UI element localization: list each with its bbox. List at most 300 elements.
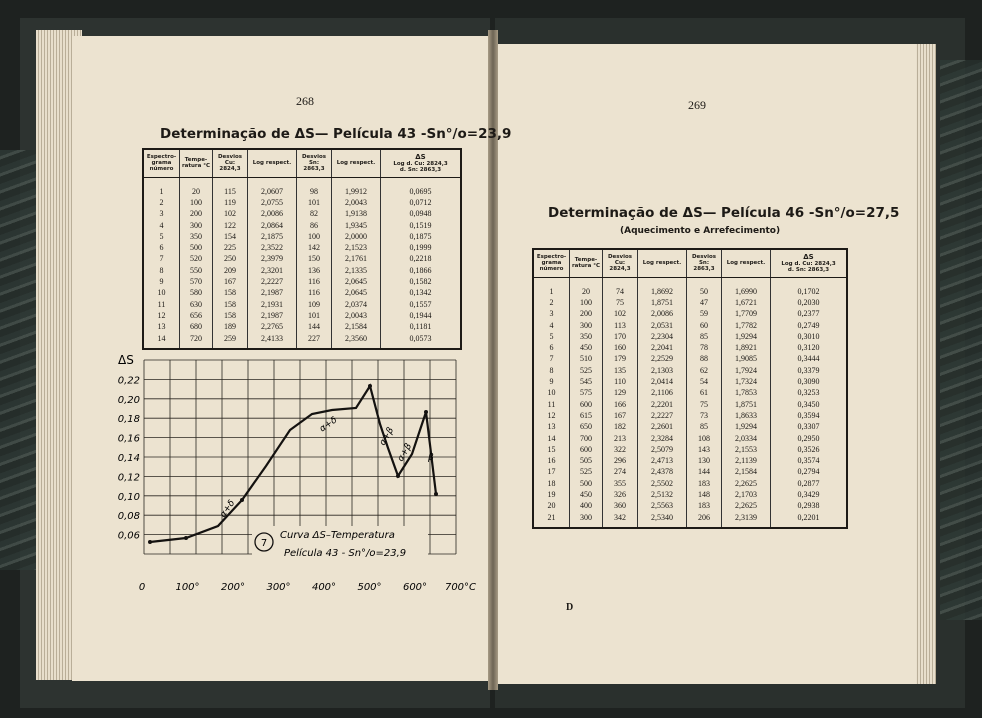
table-row [143,231,461,242]
table-cell: 2,1523 [332,242,381,253]
delta-s-symbol: ΔS [803,253,814,261]
table-cell: 88 [687,353,722,364]
table-cell: 113 [603,320,638,331]
table-row [533,387,847,398]
table-cell: 342 [603,512,638,528]
table-cell: 85 [687,421,722,432]
table-cell: 144 [687,466,722,477]
table-row [533,277,847,297]
table-cell: 5 [159,231,164,241]
table-cell: 9 [549,377,554,387]
table-row [143,177,461,197]
table-cell: 17 [547,467,556,477]
table-cell: 0,2794 [771,466,848,477]
x-tick-label: 100° [175,582,200,593]
table-cell: 2,2601 [638,421,687,432]
table-cell: 0,3090 [771,376,848,387]
left-page-number: 268 [296,94,314,108]
delta-s-line2: d. Sn: 2863,3 [399,167,442,174]
table-cell: 1,8751 [722,399,771,410]
table-cell: 10 [547,388,556,398]
chart-y-axis-label: ΔS [118,353,134,367]
legend-line-1: Curva ΔS–Temperatura [280,530,395,541]
table-cell: 102 [603,308,638,319]
table-row [143,208,461,219]
table-cell: 0,1866 [381,265,462,276]
marbled-board-left [0,150,40,570]
table-cell: 2,2529 [638,353,687,364]
table-cell: 0,1557 [381,299,462,310]
right-page-number: 269 [688,98,706,112]
table-cell: 0,3429 [771,489,848,500]
header-log-sn: Log respect. [722,249,771,277]
x-tick-label: 200° [220,582,246,593]
table-cell: 0,1342 [381,287,462,298]
table-cell: 259 [213,333,248,349]
table-cell: 2,0086 [248,208,297,219]
table-cell: 13 [547,422,556,432]
x-tick-label: 300° [266,582,291,593]
table-cell: 2,0531 [638,320,687,331]
table-cell: 630 [180,299,213,310]
table-cell: 1,7324 [722,376,771,387]
table-cell: 0,1181 [381,321,462,332]
table-cell: 0,3526 [771,444,848,455]
delta-s-line1: Log d. Cu: 2824,3 [393,161,448,168]
footer-mark: D [566,602,574,613]
table-cell: 2,0043 [332,197,381,208]
table-row [143,265,461,276]
table-cell: 119 [213,197,248,208]
table-cell: 2,0000 [332,231,381,242]
y-tick-label: 0,06 [117,530,140,542]
x-tick-label: 600° [402,582,428,593]
right-page-subtitle: (Aquecimento e Arrefecimento) [620,226,781,236]
table-cell: 500 [570,478,603,489]
table-cell: 1,6990 [722,277,771,297]
table-cell: 167 [213,276,248,287]
table-row [143,321,461,332]
table-cell: 183 [687,478,722,489]
table-cell: 154 [213,231,248,242]
table-row [533,444,847,455]
table-cell: 2,1931 [248,299,297,310]
table-cell: 225 [213,242,248,253]
table-row [533,308,847,319]
table-cell: 326 [603,489,638,500]
table-row [143,310,461,321]
header-delta-s [381,149,462,177]
table-cell: 13 [157,322,166,332]
y-tick-label: 0,22 [117,375,140,387]
table-cell: 0,2749 [771,320,848,331]
table-cell: 1,9085 [722,353,771,364]
table-cell: 2,5502 [638,478,687,489]
curve-label-1: α+δ [218,498,238,520]
legend-line-2: Película 43 - Sn°/o=23,9 [284,548,407,559]
table-cell: 0,3120 [771,342,848,353]
table-cell: 21 [547,512,556,522]
table-cell: 2,2765 [248,321,297,332]
table-cell: 700 [570,433,603,444]
table-cell: 179 [603,353,638,364]
table-cell: 109 [297,299,332,310]
y-tick-label: 0,16 [117,433,140,445]
table-cell: 0,2938 [771,500,848,511]
table-cell: 0,0712 [381,197,462,208]
table-cell: 227 [297,333,332,349]
table-cell: 600 [570,399,603,410]
table-cell: 59 [687,308,722,319]
table-cell: 510 [570,353,603,364]
header-delta-s [771,249,848,277]
table-cell: 7 [159,254,164,264]
table-row [143,299,461,310]
x-tick-label: 0 [138,582,146,593]
table-cell: 75 [687,399,722,410]
table-cell: 350 [570,331,603,342]
table-cell: 130 [687,455,722,466]
table-cell: 122 [213,220,248,231]
header-spectro: Espectro- grama número [143,149,180,177]
chart-point [396,474,400,478]
table-cell: 2,2201 [638,399,687,410]
table-cell: 200 [180,208,213,219]
table-cell: 9 [159,277,164,287]
table-cell: 2,2041 [638,342,687,353]
table-cell: 2,0645 [332,287,381,298]
table-cell: 2,1875 [248,231,297,242]
table-cell: 1,7709 [722,308,771,319]
table-cell: 545 [570,376,603,387]
left-data-table [142,148,462,350]
table-cell: 2,0086 [638,308,687,319]
table-cell: 158 [213,287,248,298]
y-tick-label: 0,20 [117,394,140,406]
table-cell: 160 [603,342,638,353]
table-cell: 1,9294 [722,421,771,432]
table-cell: 135 [603,365,638,376]
table-cell: 355 [603,478,638,489]
table-cell: 0,2201 [771,512,848,528]
table-cell: 100 [297,231,332,242]
table-cell: 0,1875 [381,231,462,242]
table-cell: 11 [157,299,166,309]
table-cell: 74 [603,277,638,297]
table-row [533,512,847,528]
table-cell: 600 [570,444,603,455]
table-row [533,376,847,387]
table-cell: 0,3010 [771,331,848,342]
table-cell: 650 [570,421,603,432]
table-cell: 1 [549,286,554,296]
table-cell: 2,0645 [332,276,381,287]
header-desvios-cu: Desvios Cu: 2824,3 [603,249,638,277]
table-cell: 2,4378 [638,466,687,477]
table-cell: 1,7853 [722,387,771,398]
table-cell: 0,2950 [771,433,848,444]
table-cell: 182 [603,421,638,432]
table-cell: 2,1553 [722,444,771,455]
table-row [143,220,461,231]
table-cell: 2,2625 [722,478,771,489]
table-cell: 350 [180,231,213,242]
table-cell: 2,5563 [638,500,687,511]
table-cell: 183 [687,500,722,511]
table-row [143,287,461,298]
chart-point [184,536,188,540]
table-cell: 400 [570,500,603,511]
table-cell: 7 [549,354,554,364]
table-cell: 1,9294 [722,331,771,342]
chart-point [368,384,372,388]
table-cell: 525 [570,466,603,477]
y-tick-label: 0,12 [117,472,140,484]
table-cell: 102 [213,208,248,219]
table-cell: 100 [570,297,603,308]
table-cell: 2 [549,297,554,307]
table-cell: 15 [547,444,556,454]
table-row [143,197,461,208]
table-cell: 550 [180,265,213,276]
legend-number: 7 [260,538,268,549]
left-table-body [143,177,461,349]
table-cell: 0,1519 [381,220,462,231]
table-cell: 525 [570,365,603,376]
table-cell: 6 [159,243,164,253]
table-cell: 0,3379 [771,365,848,376]
table-cell: 206 [687,512,722,528]
table-cell: 116 [297,276,332,287]
ds-temperature-chart [104,350,477,602]
table-cell: 360 [603,500,638,511]
table-cell: 2,1106 [638,387,687,398]
table-cell: 0,2218 [381,253,462,264]
table-cell: 615 [570,410,603,421]
table-cell: 98 [297,177,332,197]
table-cell: 100 [180,197,213,208]
table-cell: 6 [549,343,554,353]
table-cell: 250 [213,253,248,264]
table-cell: 12 [547,410,556,420]
table-cell: 8 [159,265,164,275]
table-cell: 300 [570,320,603,331]
header-desvios-cu: Desvios Cu: 2824,3 [213,149,248,177]
table-cell: 2,0864 [248,220,297,231]
table-cell: 2,3284 [638,433,687,444]
table-cell: 148 [687,489,722,500]
table-cell: 0,2377 [771,308,848,319]
table-cell: 2,1761 [332,253,381,264]
header-desvios-sn: Desvios Sn: 2863,3 [687,249,722,277]
table-cell: 300 [180,220,213,231]
table-cell: 2,1584 [332,321,381,332]
table-cell: 1,9345 [332,220,381,231]
chart-curve [150,386,436,542]
table-cell: 167 [603,410,638,421]
table-cell: 300 [570,512,603,528]
table-cell: 150 [297,253,332,264]
table-cell: 75 [603,297,638,308]
table-row [533,320,847,331]
delta-s-symbol: ΔS [415,153,426,161]
table-cell: 0,2030 [771,297,848,308]
table-cell: 520 [180,253,213,264]
table-cell: 2,5340 [638,512,687,528]
table-cell: 1,7782 [722,320,771,331]
chart-x-ticks [139,582,476,593]
table-cell: 580 [180,287,213,298]
table-cell: 101 [297,197,332,208]
delta-s-line1: Log d. Cu: 2824,3 [781,261,836,268]
table-cell: 2,4713 [638,455,687,466]
chart-y-ticks [118,375,140,541]
table-cell: 0,1999 [381,242,462,253]
table-cell: 296 [603,455,638,466]
curve-label-4: α+β [395,441,415,464]
table-cell: 101 [297,310,332,321]
table-row [533,455,847,466]
table-cell: 1,6721 [722,297,771,308]
table-cell: 2,2304 [638,331,687,342]
table-cell: 2,3979 [248,253,297,264]
table-cell: 2,1139 [722,455,771,466]
x-tick-label: 400° [311,582,337,593]
header-log-cu: Log respect. [638,249,687,277]
header-temp: Tempe- ratura °C [570,249,603,277]
table-cell: 575 [570,387,603,398]
table-cell: 54 [687,376,722,387]
curve-label-2: α+δ [317,415,340,435]
table-cell: 0,3444 [771,353,848,364]
table-cell: 450 [570,342,603,353]
table-cell: 2,0607 [248,177,297,197]
table-cell: 3 [549,309,554,319]
table-cell: 170 [603,331,638,342]
table-cell: 108 [687,433,722,444]
table-cell: 200 [570,308,603,319]
table-cell: 2,1584 [722,466,771,477]
table-cell: 0,0948 [381,208,462,219]
table-cell: 2,2227 [638,410,687,421]
table-cell: 1 [159,186,164,196]
right-table-body [533,277,847,528]
table-row [143,242,461,253]
table-cell: 4 [159,220,164,230]
table-cell: 2,0374 [332,299,381,310]
table-cell: 2,1987 [248,310,297,321]
table-cell: 2,0334 [722,433,771,444]
right-data-table [532,248,848,529]
table-cell: 0,2877 [771,478,848,489]
table-cell: 0,1944 [381,310,462,321]
table-cell: 0,0573 [381,333,462,349]
table-cell: 142 [297,242,332,253]
table-cell: 158 [213,310,248,321]
table-cell: 2,3201 [248,265,297,276]
table-cell: 82 [297,208,332,219]
header-temp: Tempe- ratura °C [180,149,213,177]
table-cell: 20 [547,501,556,511]
table-cell: 500 [180,242,213,253]
table-cell: 85 [687,331,722,342]
table-cell: 4 [549,320,554,330]
y-tick-label: 0,18 [117,414,140,426]
table-row [143,276,461,287]
table-row [533,365,847,376]
table-cell: 20 [570,277,603,297]
table-cell: 144 [297,321,332,332]
table-cell: 158 [213,299,248,310]
right-page-title: Determinação de ΔS— Película 46 -Sn°/o=27,5 [548,205,900,221]
table-cell: 680 [180,321,213,332]
table-cell: 2,5079 [638,444,687,455]
table-cell: 2,0414 [638,376,687,387]
table-cell: 2,1303 [638,365,687,376]
table-cell: 16 [547,456,556,466]
table-cell: 2,1703 [722,489,771,500]
table-cell: 2,5132 [638,489,687,500]
table-cell: 2,1987 [248,287,297,298]
table-cell: 1,9912 [332,177,381,197]
table-cell: 166 [603,399,638,410]
header-spectro: Espectro- grama número [533,249,570,277]
table-cell: 1,8921 [722,342,771,353]
table-cell: 1,8633 [722,410,771,421]
table-cell: 14 [157,333,166,343]
table-cell: 2,1335 [332,265,381,276]
table-cell: 14 [547,433,556,443]
table-cell: 61 [687,387,722,398]
table-cell: 656 [180,310,213,321]
table-cell: 0,3307 [771,421,848,432]
chart-point [434,492,438,496]
y-tick-label: 0,14 [117,453,140,464]
x-tick-label: 700°C [444,582,477,593]
table-cell: 20 [180,177,213,197]
table-cell: 322 [603,444,638,455]
y-tick-label: 0,10 [117,491,140,503]
table-cell: 110 [603,376,638,387]
table-cell: 0,3574 [771,455,848,466]
table-cell: 0,0695 [381,177,462,197]
table-cell: 0,1582 [381,276,462,287]
table-row [533,297,847,308]
x-tick-label: 500° [357,582,382,593]
table-row [533,478,847,489]
table-cell: 1,7924 [722,365,771,376]
chart-point [424,410,428,414]
table-row [533,399,847,410]
table-cell: 2,0043 [332,310,381,321]
table-cell: 3 [159,209,164,219]
table-cell: 143 [687,444,722,455]
table-cell: 0,3450 [771,399,848,410]
table-cell: 450 [570,489,603,500]
table-cell: 62 [687,365,722,376]
table-cell: 209 [213,265,248,276]
header-desvios-sn: Desvios Sn: 2863,3 [297,149,332,177]
table-cell: 136 [297,265,332,276]
table-cell: 73 [687,410,722,421]
table-row [533,500,847,511]
chart-point [148,540,152,544]
table-row [533,421,847,432]
chart-point [240,498,244,502]
table-cell: 11 [547,399,556,409]
table-cell: 2,2227 [248,276,297,287]
curve-label-5: β [428,453,434,463]
